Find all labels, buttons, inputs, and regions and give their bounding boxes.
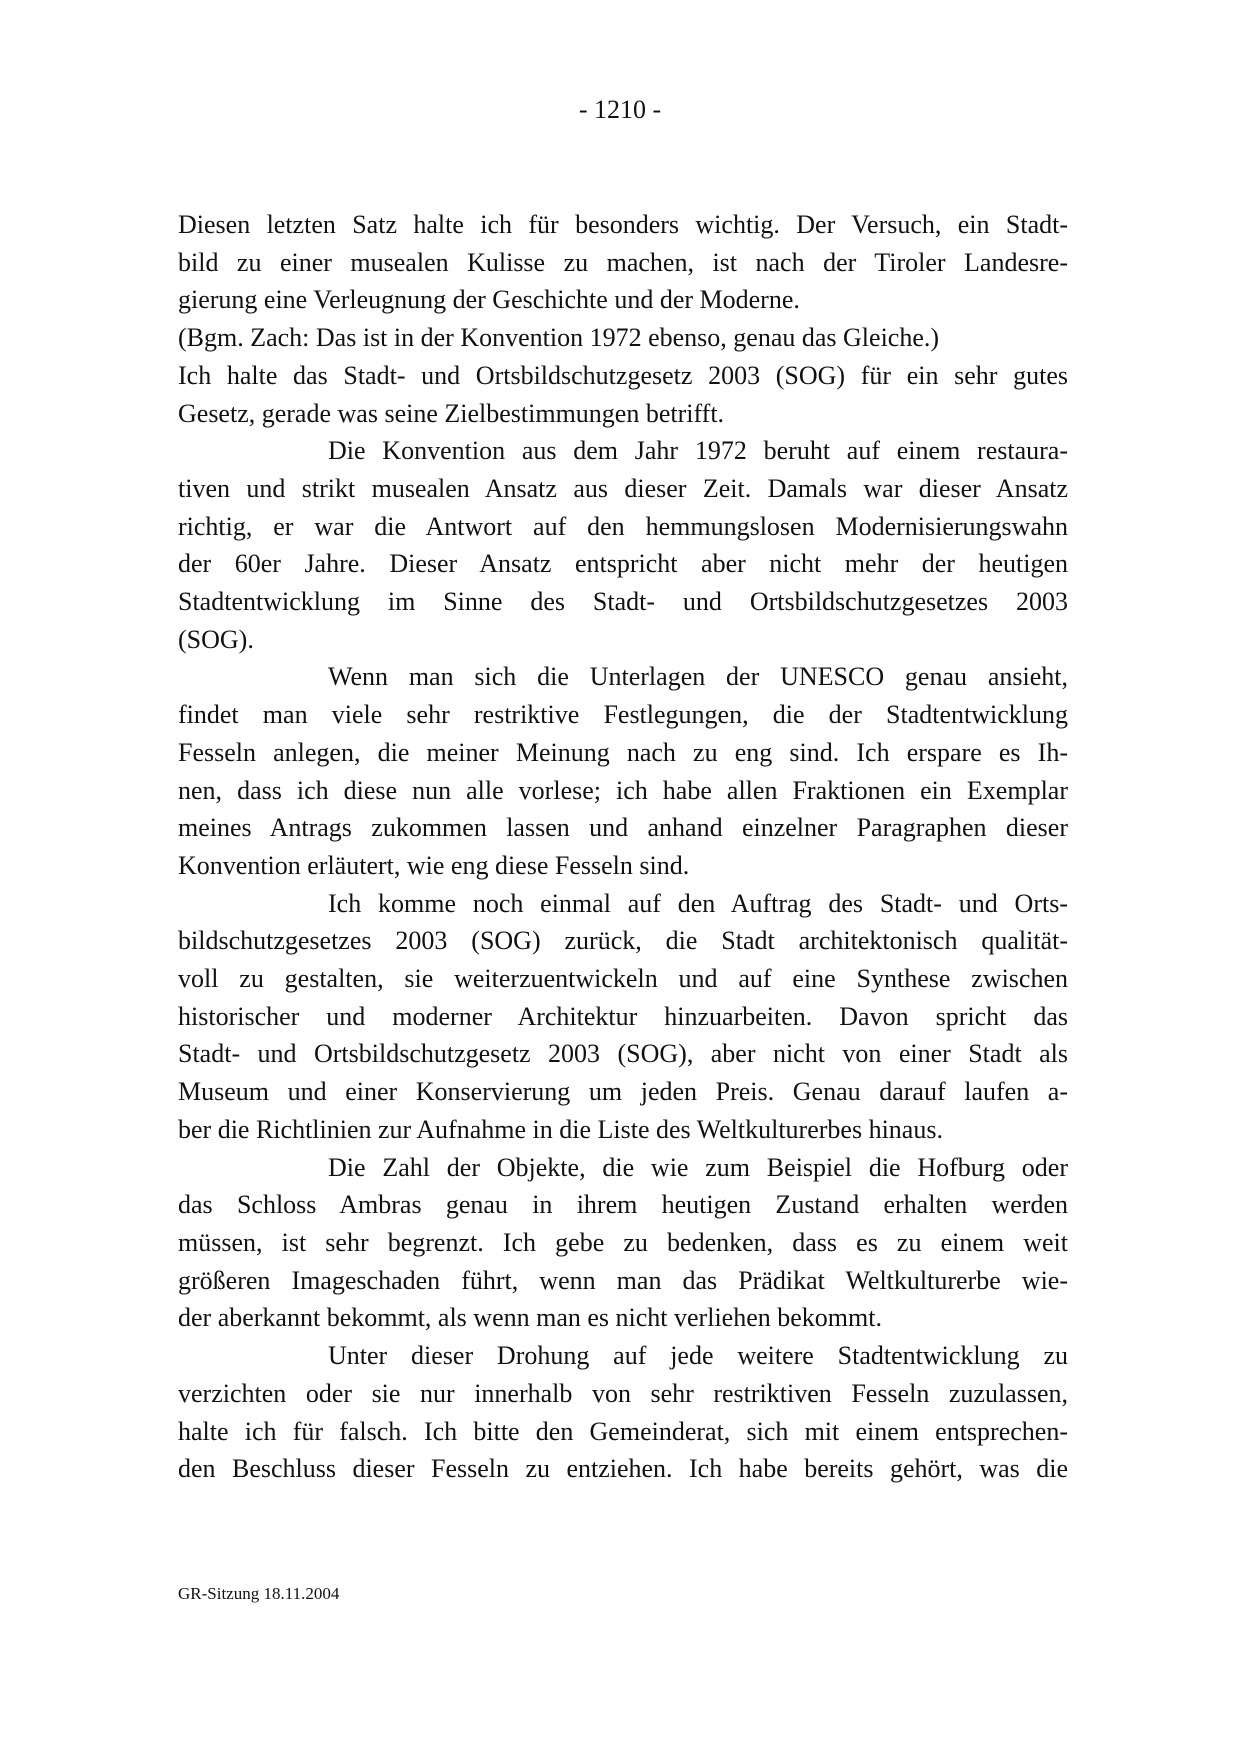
text-line: bild zu einer musealen Kulisse zu machen, ist nach der Tiroler Landesre- [178,247,1068,277]
text-line: Konvention erläutert, wie eng diese Fesseln sind. [178,850,690,880]
interjection-line: (Bgm. Zach: Das ist in der Konvention 1972 ebenso, genau das Gleiche.) [178,323,940,353]
text-line: Diesen letzten Satz halte ich für besonders wichtig. Der Versuch, ein Stadt- [178,210,1068,239]
text-line: meines Antrags zukommen lassen und anhand einzelner Paragraphen dieser [178,813,1068,843]
text-line: bildschutzgesetzes 2003 (SOG) zurück, die Stadt architektonisch qualität- [178,926,1068,956]
text-line: ber die Richtlinien zur Aufnahme in die Liste des Weltkulturerbes hinaus. [178,1114,943,1144]
paragraph-first-line: Die Konvention aus dem Jahr 1972 beruht auf einem restaura- [328,436,1068,466]
text-line: historischer und moderner Architektur hinzuarbeiten. Davon spricht das [178,1001,1068,1031]
document-body [178,206,1068,1488]
text-line: den Beschluss dieser Fesseln zu entziehen. Ich habe bereits gehört, was die [178,1454,1068,1484]
text-line: tiven und strikt musealen Ansatz aus dieser Zeit. Damals war dieser Ansatz [178,473,1068,503]
text-line: verzichten oder sie nur innerhalb von sehr restriktiven Fesseln zuzulassen, [178,1378,1068,1408]
text-line: der 60er Jahre. Dieser Ansatz entspricht aber nicht mehr der heutigen [178,549,1068,579]
text-line: größeren Imageschaden führt, wenn man das Prädikat Weltkulturerbe wie- [178,1265,1068,1295]
footer-session-label: GR-Sitzung 18.11.2004 [178,1584,340,1603]
text-line: Fesseln anlegen, die meiner Meinung nach zu eng sind. Ich erspare es Ih- [178,737,1068,767]
text-line: Museum und einer Konservierung um jeden Preis. Genau darauf laufen a- [178,1077,1068,1107]
text-line: halte ich für falsch. Ich bitte den Gemeinderat, sich mit einem entsprechen- [178,1416,1068,1446]
text-line: richtig, er war die Antwort auf den hemmungslosen Modernisierungswahn [178,511,1068,541]
text-line: Stadt- und Ortsbildschutzgesetz 2003 (SOG), aber nicht von einer Stadt als [178,1039,1068,1069]
page-number: - 1210 - [578,95,662,124]
text-line: das Schloss Ambras genau in ihrem heutigen Zustand erhalten werden [178,1190,1068,1220]
text-line: der aberkannt bekommt, als wenn man es nicht verliehen bekommt. [178,1303,882,1333]
paragraph-first-line: Die Zahl der Objekte, die wie zum Beispiel die Hofburg oder [328,1152,1068,1182]
paragraph-first-line: Unter dieser Drohung auf jede weitere Stadtentwicklung zu [328,1341,1068,1371]
text-line: Stadtentwicklung im Sinne des Stadt- und Ortsbildschutzgesetzes 2003 [178,587,1068,617]
paragraph-first-line: Wenn man sich die Unterlagen der UNESCO genau ansieht, [328,662,1068,692]
text-line: findet man viele sehr restriktive Festlegungen, die der Stadtentwicklung [178,700,1068,730]
text-line: voll zu gestalten, sie weiterzuentwickeln und auf eine Synthese zwischen [178,964,1068,994]
text-line: Ich halte das Stadt- und Ortsbildschutzgesetz 2003 (SOG) für ein sehr gutes [178,360,1068,390]
text-line: nen, dass ich diese nun alle vorlese; ich habe allen Fraktionen ein Exemplar [178,775,1068,805]
text-line: müssen, ist sehr begrenzt. Ich gebe zu bedenken, dass es zu einem weit [178,1227,1068,1257]
text-line: Gesetz, gerade was seine Zielbestimmungen betrifft. [178,398,725,428]
text-line: (SOG). [178,624,254,654]
text-line: gierung eine Verleugnung der Geschichte und der Moderne. [178,285,800,315]
paragraph-first-line: Ich komme noch einmal auf den Auftrag des Stadt- und Orts- [328,888,1068,918]
